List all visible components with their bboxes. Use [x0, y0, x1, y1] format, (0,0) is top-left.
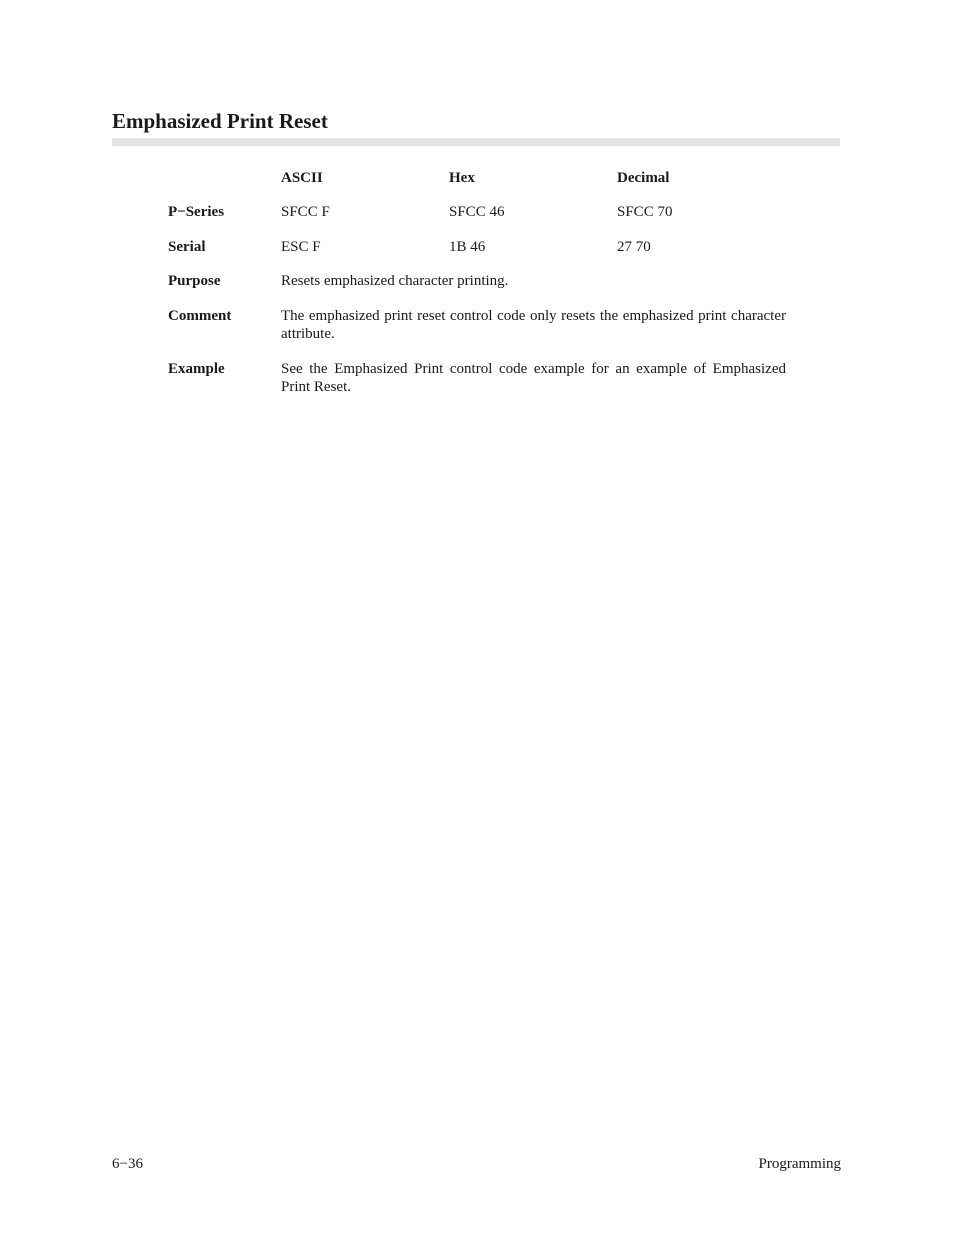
serial-ascii: ESC F [281, 239, 321, 255]
serial-hex: 1B 46 [449, 239, 486, 255]
header-ascii: ASCII [281, 170, 323, 186]
comment-label: Comment [168, 308, 232, 324]
row-label-p-series: P−Series [168, 204, 225, 220]
comment-text: The emphasized print reset control code only resets the emphasized print character attribute. [281, 308, 786, 342]
header-decimal: Decimal [617, 170, 670, 186]
p-series-hex: SFCC 46 [449, 204, 505, 220]
footer-section: Programming [758, 1156, 841, 1172]
title-rule [112, 138, 840, 146]
footer-page-number: 6−36 [112, 1156, 143, 1172]
p-series-decimal: SFCC 70 [617, 204, 673, 220]
serial-decimal: 27 70 [617, 239, 651, 255]
example-text: See the Emphasized Print control code example for an example of Emphasized Print Reset. [281, 361, 786, 395]
p-series-ascii: SFCC F [281, 204, 330, 220]
page-title: Emphasized Print Reset [112, 109, 328, 133]
purpose-text: Resets emphasized character printing. [281, 273, 509, 289]
example-label: Example [168, 361, 225, 377]
header-hex: Hex [449, 170, 475, 186]
row-label-serial: Serial [168, 239, 206, 255]
purpose-label: Purpose [168, 273, 221, 289]
